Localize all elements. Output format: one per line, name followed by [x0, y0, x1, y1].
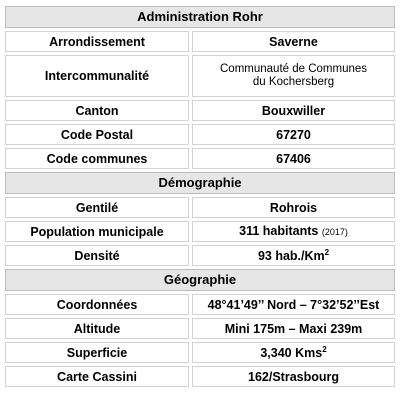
superficie-number: 3,340 Kms: [260, 345, 323, 360]
intercommunalite-value-line2: du Kochersberg: [252, 76, 335, 88]
intercommunalite-label: Intercommunalité: [5, 55, 189, 97]
gentile-label: Gentilé: [5, 197, 189, 218]
carte-cassini-value: 162/Strasbourg: [192, 366, 395, 387]
table-row: [5, 221, 395, 242]
code-postal-value: 67270: [192, 124, 395, 145]
coordonnees-value: 48°41’49’’ Nord – 7°32’52’’Est: [192, 294, 395, 315]
arrondissement-value: Saverne: [192, 31, 395, 52]
population-year: (2017): [321, 227, 348, 237]
intercommunalite-value: [192, 55, 395, 97]
carte-cassini-label: Carte Cassini: [5, 366, 189, 387]
table-row: [5, 318, 395, 339]
section-header-administration: Administration Rohr: [5, 6, 395, 28]
superficie-exponent: 2: [322, 344, 327, 354]
table-row: [5, 148, 395, 169]
code-postal-label: Code Postal: [5, 124, 189, 145]
section-row-demographie: [5, 172, 395, 194]
densite-number: 93 hab./Km: [257, 248, 325, 263]
section-row-administration: [5, 6, 395, 28]
commune-info-table: [2, 3, 398, 390]
superficie-value: [192, 342, 395, 363]
table-row: [5, 197, 395, 218]
altitude-label: Altitude: [5, 318, 189, 339]
intercommunalite-value-line1: Communauté de Communes: [220, 63, 368, 75]
table-row: [5, 31, 395, 52]
densite-exponent: 2: [324, 247, 330, 257]
code-communes-value: 67406: [192, 148, 395, 169]
densite-label: Densité: [5, 245, 189, 266]
section-header-geographie: Géographie: [5, 269, 395, 291]
table-row: [5, 294, 395, 315]
section-row-geographie: [5, 269, 395, 291]
densite-value: [192, 245, 395, 266]
table-row: [5, 342, 395, 363]
table-row: [5, 245, 395, 266]
canton-label: Canton: [5, 100, 189, 121]
population-count: 311 habitants: [239, 224, 319, 238]
table-row: [5, 55, 395, 97]
code-communes-label: Code communes: [5, 148, 189, 169]
gentile-value: Rohrois: [192, 197, 395, 218]
population-label: Population municipale: [5, 221, 189, 242]
population-value: [192, 221, 395, 242]
table-row: [5, 124, 395, 145]
superficie-label: Superficie: [5, 342, 189, 363]
table-row: [5, 366, 395, 387]
section-header-demographie: Démographie: [5, 172, 395, 194]
table-row: [5, 100, 395, 121]
coordonnees-label: Coordonnées: [5, 294, 189, 315]
arrondissement-label: Arrondissement: [5, 31, 189, 52]
altitude-value: Mini 175m – Maxi 239m: [192, 318, 395, 339]
canton-value: Bouxwiller: [192, 100, 395, 121]
